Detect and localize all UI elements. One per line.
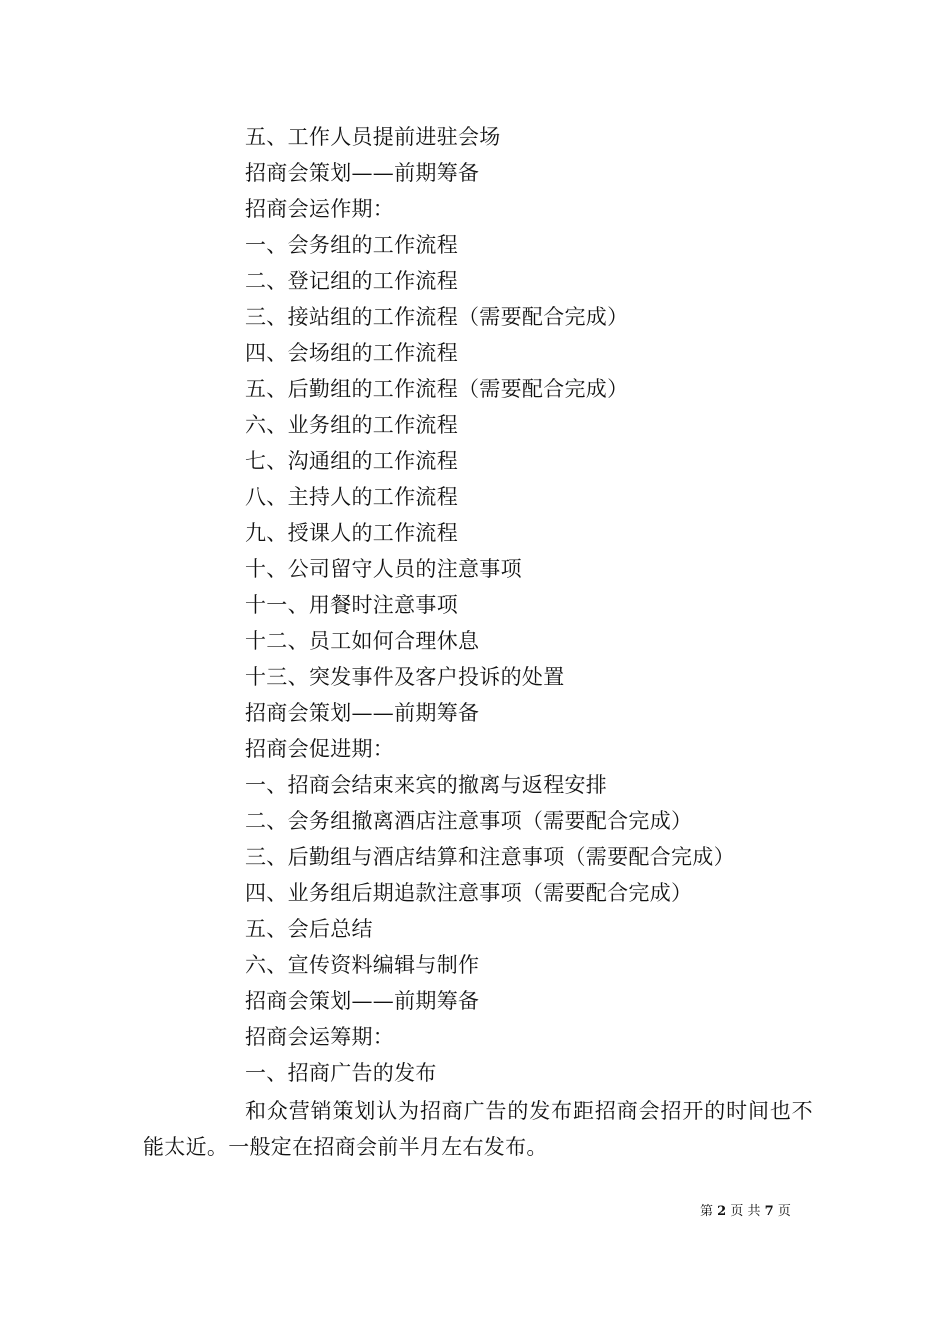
phase-title: 招商会运筹期： bbox=[245, 1025, 395, 1049]
list-item: 九、授课人的工作流程 bbox=[245, 521, 458, 545]
body-paragraph: 和众营销策划认为招商广告的发布距招商会招开的时间也不能太近。一般定在招商会前半月左右发布。 bbox=[143, 1099, 813, 1159]
list-item: 一、招商会结束来宾的撤离与返程安排 bbox=[245, 773, 608, 797]
section-heading: 招商会策划——前期筹备 bbox=[245, 701, 480, 725]
list-item: 十二、员工如何合理休息 bbox=[245, 629, 480, 653]
list-item: 一、招商广告的发布 bbox=[245, 1061, 437, 1085]
phase-title: 招商会促进期： bbox=[245, 737, 395, 761]
list-item: 六、业务组的工作流程 bbox=[245, 413, 458, 437]
list-item: 八、主持人的工作流程 bbox=[245, 485, 458, 509]
section-heading: 招商会策划——前期筹备 bbox=[245, 989, 480, 1013]
phase-title: 招商会运作期： bbox=[245, 197, 395, 221]
list-item: 四、业务组后期追款注意事项（需要配合完成） bbox=[245, 881, 693, 905]
list-item: 三、后勤组与酒店结算和注意事项（需要配合完成） bbox=[245, 845, 735, 869]
page-number-footer bbox=[700, 1204, 820, 1220]
footer-suffix: 页 bbox=[777, 1204, 791, 1219]
current-page-number: 2 bbox=[717, 1204, 727, 1219]
section-heading: 招商会策划——前期筹备 bbox=[245, 161, 480, 185]
list-item: 二、登记组的工作流程 bbox=[245, 269, 458, 293]
list-item: 四、会场组的工作流程 bbox=[245, 341, 458, 365]
list-item: 十、公司留守人员的注意事项 bbox=[245, 557, 522, 581]
total-page-number: 7 bbox=[764, 1204, 774, 1219]
list-item: 三、接站组的工作流程（需要配合完成） bbox=[245, 305, 629, 329]
outline-list bbox=[245, 119, 825, 1091]
list-item: 十三、突发事件及客户投诉的处置 bbox=[245, 665, 565, 689]
footer-middle: 页 共 bbox=[730, 1204, 761, 1219]
list-item: 六、宣传资料编辑与制作 bbox=[245, 953, 480, 977]
list-item: 二、会务组撤离酒店注意事项（需要配合完成） bbox=[245, 809, 693, 833]
list-item: 五、工作人员提前进驻会场 bbox=[245, 125, 501, 149]
list-item: 五、后勤组的工作流程（需要配合完成） bbox=[245, 377, 629, 401]
footer-prefix: 第 bbox=[700, 1204, 714, 1219]
list-item: 一、会务组的工作流程 bbox=[245, 233, 458, 257]
list-item: 五、会后总结 bbox=[245, 917, 373, 941]
list-item: 十一、用餐时注意事项 bbox=[245, 593, 458, 617]
list-item: 七、沟通组的工作流程 bbox=[245, 449, 458, 473]
